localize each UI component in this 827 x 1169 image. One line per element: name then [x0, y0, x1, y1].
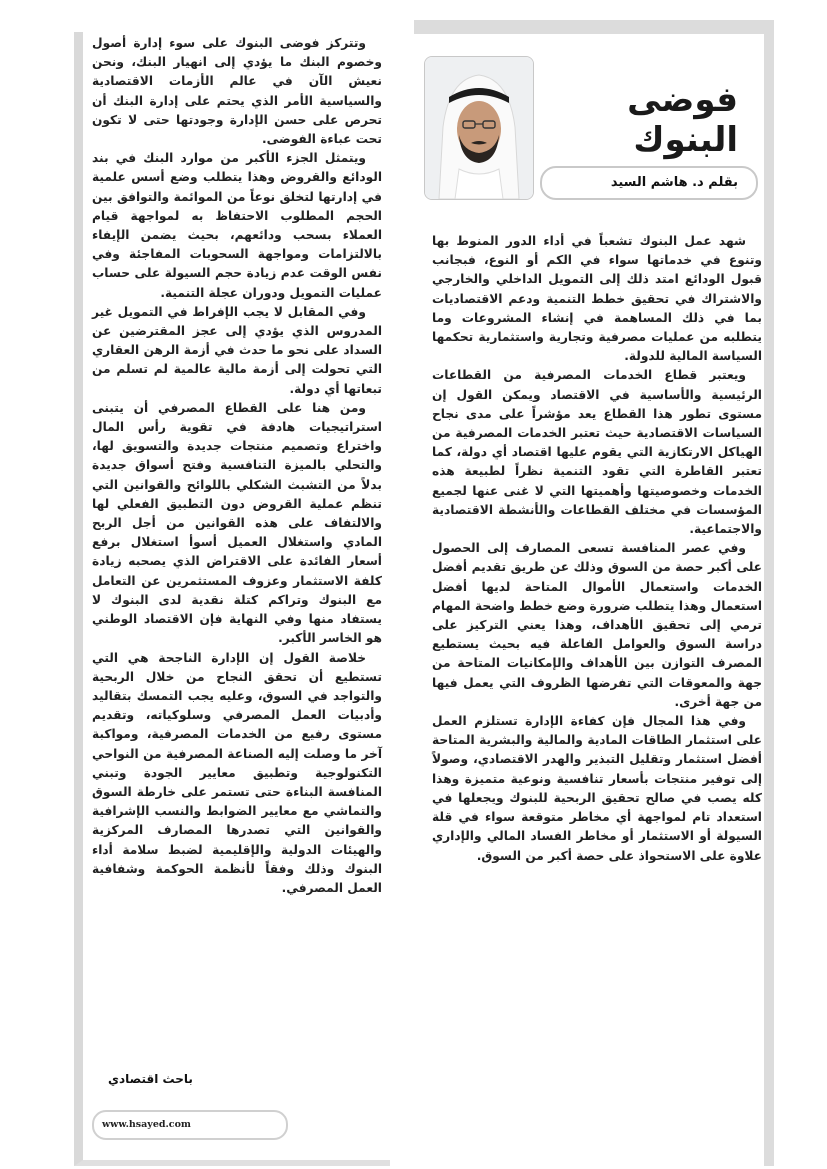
author-photo — [424, 56, 534, 200]
byline: بقلم د. هاشم السيد — [610, 175, 738, 190]
author-signature: باحث اقتصادي — [108, 1072, 193, 1086]
paragraph: وفي المقابل لا يجب الإفراط في التمويل غير المدروس الذي يؤدي إلى عجز المقترضين عن السداد على نحو ما حدث في أزمة الرهن العقاري التي تحولت إلى أزمة مالية عالمية لم تسلم من تبعاتها أي دولة. — [92, 304, 382, 396]
paragraph: وفي عصر المنافسة تسعى المصارف إلى الحصول على أكبر حصة من السوق وذلك عن طريق تقديم أفضل الخدمات واستعمال الأموال المتاحة لديها أفضل استعمال وهذا يتطلب ضرورة وضع خطط واضحة المهام ترمي إلى تحقيق الأهداف، وهذا يعني التركيز على دراسة السوق والعوامل الفاعلة فيه بحيث يستطيع المصرف التوازن بين الأهداف والإمكانيات المتاحة من جهة والمعوقات التي تفرضها الظروف التي يعمل فيها من جهة أخرى. — [432, 541, 762, 709]
paragraph: وتتركز فوضى البنوك على سوء إدارة أصول وخصوم البنك ما يؤدي إلى انهيار البنك، ونحن نعيش الآن في عالم الأزمات الاقتصادية والسياسية الأمر الذي يحتم على إدارة البنك أن تحرص على حسن الإدارة وجودتها حتى لا تكون تحت عباءة الفوضى. — [92, 36, 382, 147]
paragraph: وفي هذا المجال فإن كفاءة الإدارة تستلزم العمل على استثمار الطاقات المادية والمالية والبشرية المتاحة أفضل استثمار وتقليل التبذير والهدر الاقتصادي، وصولاً إلى توفير منتجات بأسعار تنافسية ونوعية متميزة وهذا كله يصب في صالح تحقيق الربحية للبنوك ويجعلها في استعداد تام لمواجهة أي مخاطر متوقعة سواء في قلة السيولة أو الاستثمار أو مخاطر الفساد المالي والإداري علاوة على الاستحواذ على حصة أكبر من السوق. — [432, 714, 762, 863]
paragraph: خلاصة القول إن الإدارة الناجحة هي التي تستطيع أن تحقق النجاح من خلال الربحية والتواجد في السوق، وعليه يجب التمسك بتقاليد وأدبيات العمل المصرفي وسلوكياته، وتقديم مستوى رفيع من الخدمات المصرفية، ومواكبة آخر ما وصلت إليه الصناعة المصرفية من النواحي التكنولوجية وتطبيق معايير الجودة وتبني المنافسة البناءة حتى تستمر على خارطة السوق والتماشي مع معايير الضوابط والنسب الإشرافية والقوانين التي تصدرها المصارف المركزية والهيئات الدولية والإقليمية لضبط سلامة أداء البنوك وذلك وفقاً لأنظمة الحوكمة وشفافية العمل المصرفي. — [92, 650, 382, 895]
paragraph: شهد عمل البنوك تشعباً في أداء الدور المنوط بها وتنوع في خدماتها سواء في الكم أو النوع، فبجانب قبول الودائع امتد ذلك إلى التمويل الداخلي والخارجي والاشتراك في تحقيق خطط التنمية ودعم الاقتصاديات بما في ذلك المساهمة في إنشاء المشروعات وما يتطلبه من عمليات مصرفية وتجارية واستثمارية تحكمها السياسة المالية للدولة. — [432, 234, 762, 364]
author-portrait-image — [425, 57, 533, 199]
article-body-right-column — [432, 232, 762, 866]
article-title: فوضى البنوك — [627, 80, 738, 160]
paragraph: ومن هنا على القطاع المصرفي أن يتبنى استراتيجيات هادفة في تقوية رأس المال واختراع وتصميم منتجات جديدة والتسويق لها، والتحلي بالميزة التنافسية وفتح أسواق جديدة بدلاً من التشبث الشكلي باللوائح والقوانين التي تنظم عملية القروض دون التطبيق الفعلي لها والالتفاف على هذه القوانين من أجل الربح المادي واستغلال العميل أسوأ استغلال برفع أسعار الفائدة على الاقتراض الذي يصحبه زيادة كلفة الاستثمار وعزوف المستثمرين عن التعامل مع البنوك وتراكم كتلة نقدية لدى البنوك لا يستفاد منها وفي النهاية فإن الاقتصاد الوطني هو الخاسر الأكبر. — [92, 400, 382, 646]
paragraph: ويتمثل الجزء الأكبر من موارد البنك في بند الودائع والقروض وهذا يتطلب وضع أسس علمية في إدارتها لتخلق نوعاً من الموائمة والتوافق بين الحجم المطلوب الاحتفاظ به لمواجهة قيام العملاء بسحب ودائعهم، بحيث يضمن الإيفاء بالالتزامات ومواجهة السحوبات المفاجئة وفي نفس الوقت عدم زيادة حجم السيولة على حساب عمليات التمويل ودوران عجلة التنمية. — [92, 151, 382, 300]
website-box — [92, 1110, 288, 1140]
byline-box — [540, 166, 758, 200]
paragraph: ويعتبر قطاع الخدمات المصرفية من القطاعات الرئيسية والأساسية في الاقتصاد ويمكن القول إن مستوى تطور هذا القطاع يعد مؤشراً على مدى نجاح السياسات الاقتصادية حيث تعتبر الخدمات المصرفية من الهياكل الارتكازية التي يقوم عليها اقتصاد أي دولة، كما تعتبر القاطرة التي تقود التنمية نظراً لطبيعة هذه الخدمات وخصوصيتها وأهميتها التي لا غنى عنها لجميع المؤسسات في مختلف القطاعات والأنشطة الاقتصادية والاجتماعية. — [432, 368, 762, 537]
website-link[interactable]: www.hsayed.com — [102, 1119, 191, 1130]
article-body-left-column — [92, 34, 382, 898]
